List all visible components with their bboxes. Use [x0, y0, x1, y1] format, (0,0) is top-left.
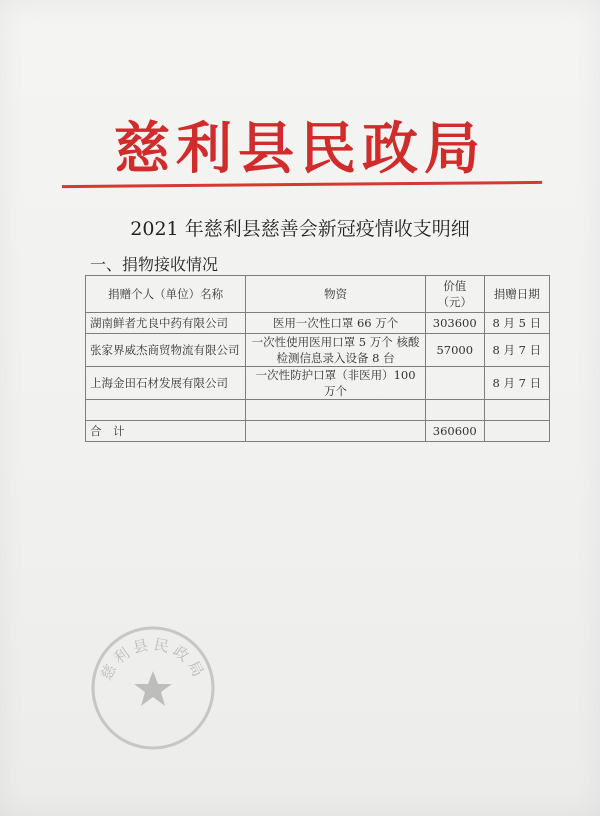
- total-row: [86, 421, 550, 442]
- col-date: 捐赠日期: [484, 276, 549, 313]
- table-row: [86, 334, 550, 367]
- donor-cell: 张家界威杰商贸物流有限公司: [86, 334, 246, 367]
- value-cell: [425, 367, 484, 400]
- donation-table: [85, 275, 550, 442]
- item-cell: 医用一次性口罩 66 万个: [246, 313, 426, 334]
- item-cell: 一次性使用医用口罩 5 万个 核酸检测信息录入设备 8 台: [246, 334, 426, 367]
- col-item: 物资: [246, 276, 426, 313]
- seal-text: 慈利县民政局: [96, 635, 210, 684]
- org-letterhead: 慈利县民政局: [114, 116, 486, 182]
- seal-star-icon: [134, 671, 172, 706]
- date-cell: 8 月 5 日: [484, 313, 549, 334]
- value-cell: [425, 400, 484, 421]
- item-cell: 一次性防护口罩（非医用）100 万个: [246, 367, 426, 400]
- table-row: [86, 400, 550, 421]
- official-seal: [88, 623, 218, 753]
- col-donor: 捐赠个人（单位）名称: [86, 276, 246, 313]
- donor-cell: 湖南鲜者尤良中药有限公司: [86, 313, 246, 334]
- item-cell: [246, 400, 426, 421]
- table-header-row: [86, 276, 550, 313]
- donor-cell: [86, 400, 246, 421]
- date-cell: 8 月 7 日: [484, 334, 549, 367]
- document-title: 2021 年慈利县慈善会新冠疫情收支明细: [130, 218, 470, 240]
- donor-cell: 上海金田石材发展有限公司: [86, 367, 246, 400]
- total-empty-cell: [484, 421, 549, 442]
- col-value: 价值（元）: [425, 276, 484, 313]
- value-cell: 57000: [425, 334, 484, 367]
- value-cell: 303600: [425, 313, 484, 334]
- total-value: 360600: [425, 421, 484, 442]
- table-row: [86, 313, 550, 334]
- section-heading: 一、捐物接收情况: [90, 255, 219, 274]
- date-cell: [484, 400, 549, 421]
- table-row: [86, 367, 550, 400]
- date-cell: 8 月 7 日: [484, 367, 549, 400]
- total-label: 合 计: [86, 421, 246, 442]
- total-empty-cell: [246, 421, 426, 442]
